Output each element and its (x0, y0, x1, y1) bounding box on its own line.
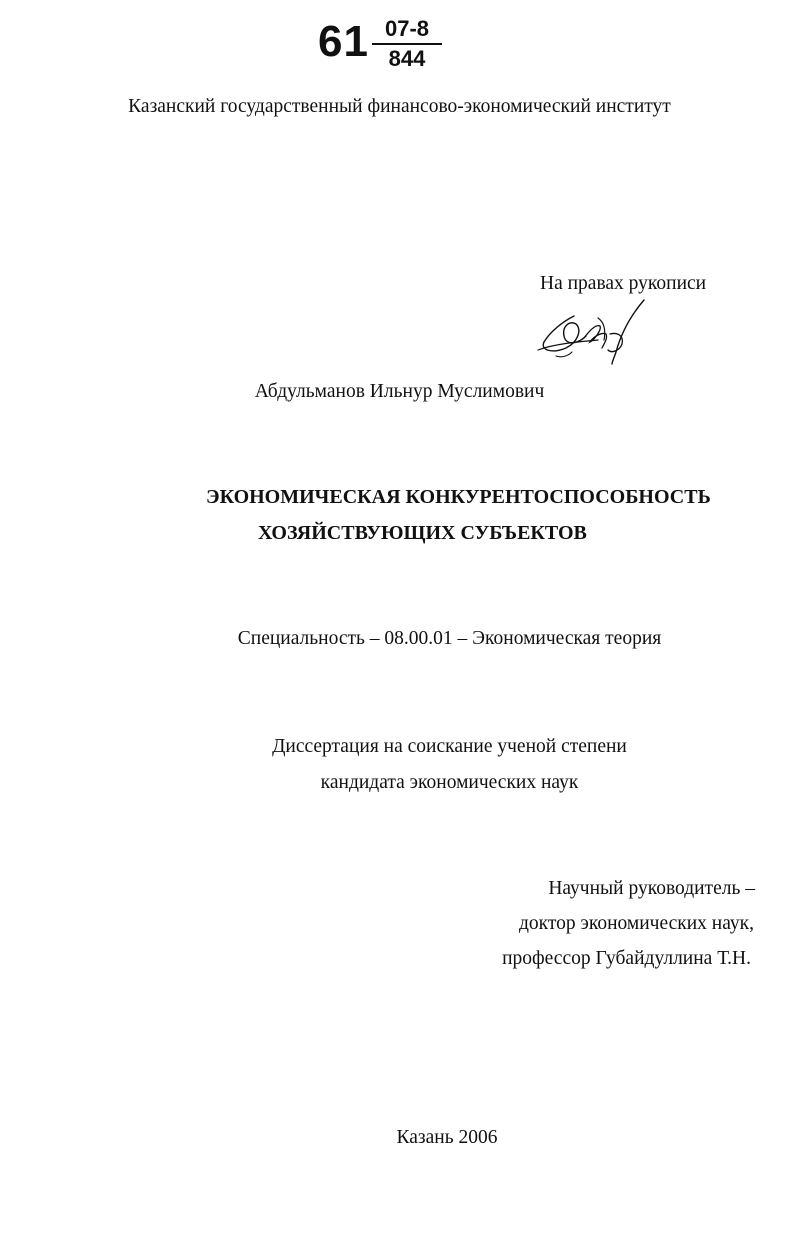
dissertation-title-line-2: ХОЗЯЙСТВУЮЩИХ СУБЪЕКТОВ (258, 522, 587, 544)
degree-line-1: Диссертация на соискание ученой степени (272, 736, 627, 757)
library-code-fraction (372, 18, 442, 70)
city-year: Казань 2006 (396, 1127, 498, 1148)
fraction-divider (372, 43, 442, 45)
author-name: Абдульманов Ильнур Муслимович (254, 381, 545, 402)
library-code-fraction-top: 07-8 (384, 16, 430, 41)
specialty: Специальность – 08.00.01 – Экономическая теория (237, 628, 662, 649)
author-signature (532, 296, 650, 366)
supervisor-degree: доктор экономических наук, (518, 913, 754, 934)
library-code-fraction-bottom: 844 (388, 46, 426, 71)
library-code-number: 61 (318, 17, 369, 66)
manuscript-note: На правах рукописи (540, 273, 707, 294)
supervisor-name: профессор Губайдуллина Т.Н. (502, 948, 751, 969)
supervisor-role: Научный руководитель – (548, 878, 755, 899)
degree-line-2: кандидата экономических наук (320, 772, 579, 793)
institute-name: Казанский государственный финансово-экономический институт (128, 96, 671, 117)
dissertation-title-line-1: ЭКОНОМИЧЕСКАЯ КОНКУРЕНТОСПОСОБНОСТЬ (206, 486, 711, 508)
